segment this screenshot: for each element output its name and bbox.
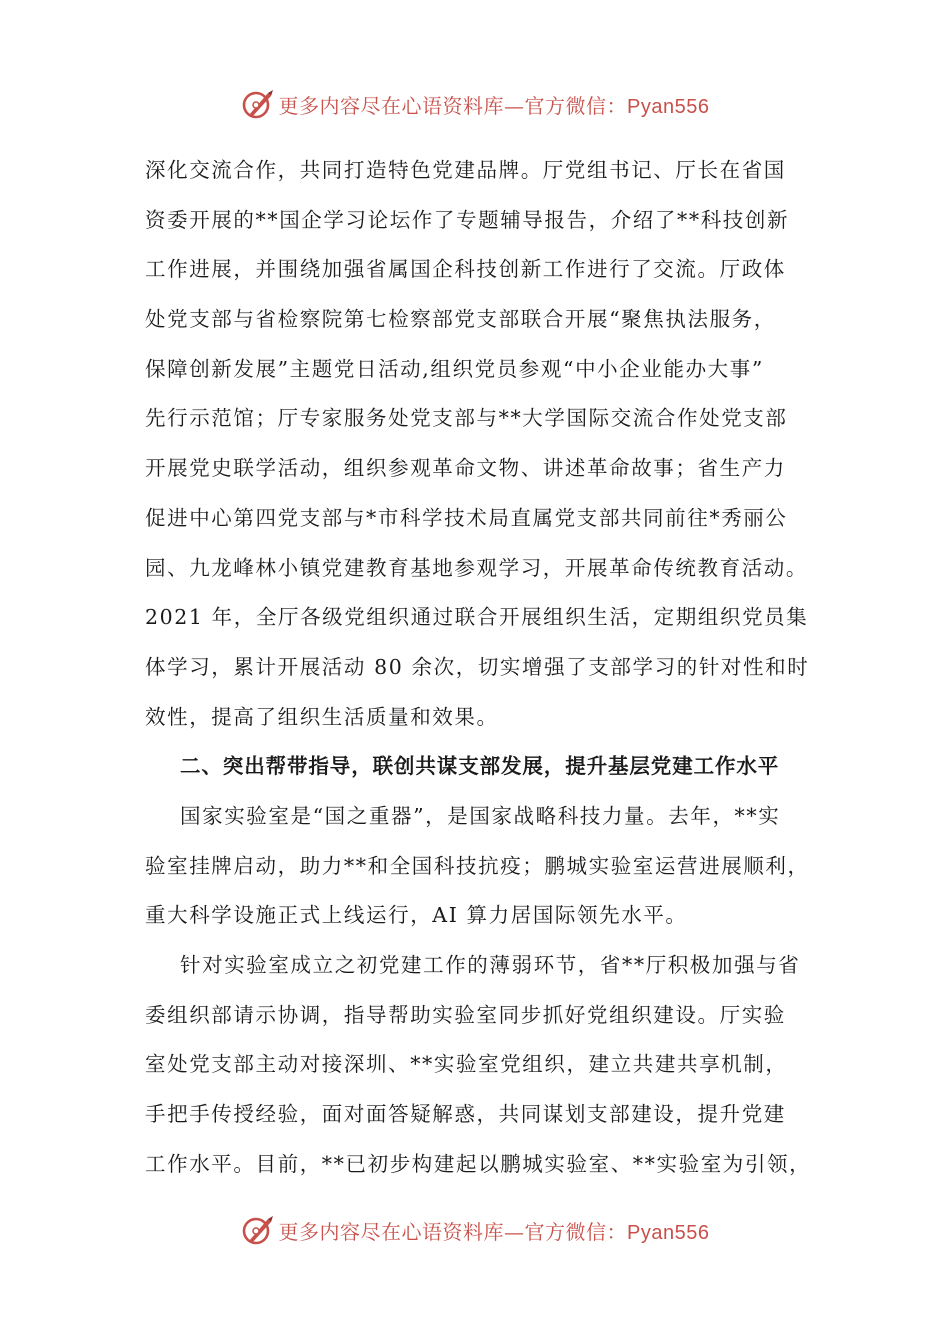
text-line: 国家实验室是“国之重器”，是国家战略科技力量。去年，**实 [180,803,781,828]
banner-text [279,90,710,119]
quill-logo-icon [241,1213,275,1247]
banner-brand: 更多内容尽在心语资料库 [278,93,505,118]
banner-label: 官方微信： [524,1219,628,1244]
banner-dash: — [504,1219,525,1244]
text-line: 室处党支部主动对接深圳、**实验室党组织，建立共建共享机制， [145,1052,788,1077]
text-line: 先行示范馆；厅专家服务处党支部与**大学国际交流合作处党支部 [145,406,788,431]
banner-brand: 更多内容尽在心语资料库 [278,1219,505,1244]
text-line: 委组织部请示协调，指导帮助实验室同步抓好党组织建设。厅实验 [145,1002,786,1027]
section-heading: 二、突出帮带指导，联创共谋支部发展，提升基层党建工作水平 [180,754,780,779]
document-body [145,146,813,1189]
banner-dash: — [504,93,525,118]
banner-label: 官方微信： [524,93,628,118]
text-line: 开展党史联学活动，组织参观革命文物、讲述革命故事；省生产力 [145,456,786,481]
text-line: 效性，提高了组织生活质量和效果。 [145,704,499,729]
text-line: 处党支部与省检察院第七检察部党支部联合开展“聚焦执法服务， [145,307,776,332]
banner-wechat-id: Pyan556 [627,1221,710,1244]
text-line: 工作进展，并围绕加强省属国企科技创新工作进行了交流。厅政体 [145,257,786,282]
text-line: 园、九龙峰林小镇党建教育基地参观学习，开展革命传统教育活动。 [145,555,808,580]
header-watermark-banner [0,84,950,124]
quill-logo-icon [241,87,275,121]
text-line: 促进中心第四党支部与*市科学技术局直属党支部共同前往*秀丽公 [145,505,788,530]
text-line: 保障创新发展”主题党日活动,组织党员参观“中小企业能办大事” [145,356,764,381]
text-line: 针对实验室成立之初党建工作的薄弱环节，省**厅积极加强与省 [180,953,801,977]
text-line: 2021 年，全厅各级党组织通过联合开展组织生活，定期组织党员集 [145,605,809,630]
text-line: 资委开展的**国企学习论坛作了专题辅导报告，介绍了**科技创新 [145,207,790,232]
text-line: 重大科学设施正式上线运行，AI 算力居国际领先水平。 [145,903,688,928]
text-line: 体学习，累计开展活动 80 余次，切实增强了支部学习的针对性和时 [145,654,810,679]
text-line: 手把手传授经验，面对面答疑解惑，共同谋划支部建设，提升党建 [145,1102,786,1127]
banner-text [279,1216,710,1245]
text-line: 验室挂牌启动，助力**和全国科技抗疫；鹏城实验室运营进展顺利， [145,853,810,878]
footer-watermark-banner [0,1210,950,1250]
text-line: 工作水平。目前，**已初步构建起以鹏城实验室、**实验室为引领， [145,1151,812,1176]
banner-wechat-id: Pyan556 [627,95,710,118]
text-line: 深化交流合作，共同打造特色党建品牌。厅党组书记、厅长在省国 [145,158,786,182]
